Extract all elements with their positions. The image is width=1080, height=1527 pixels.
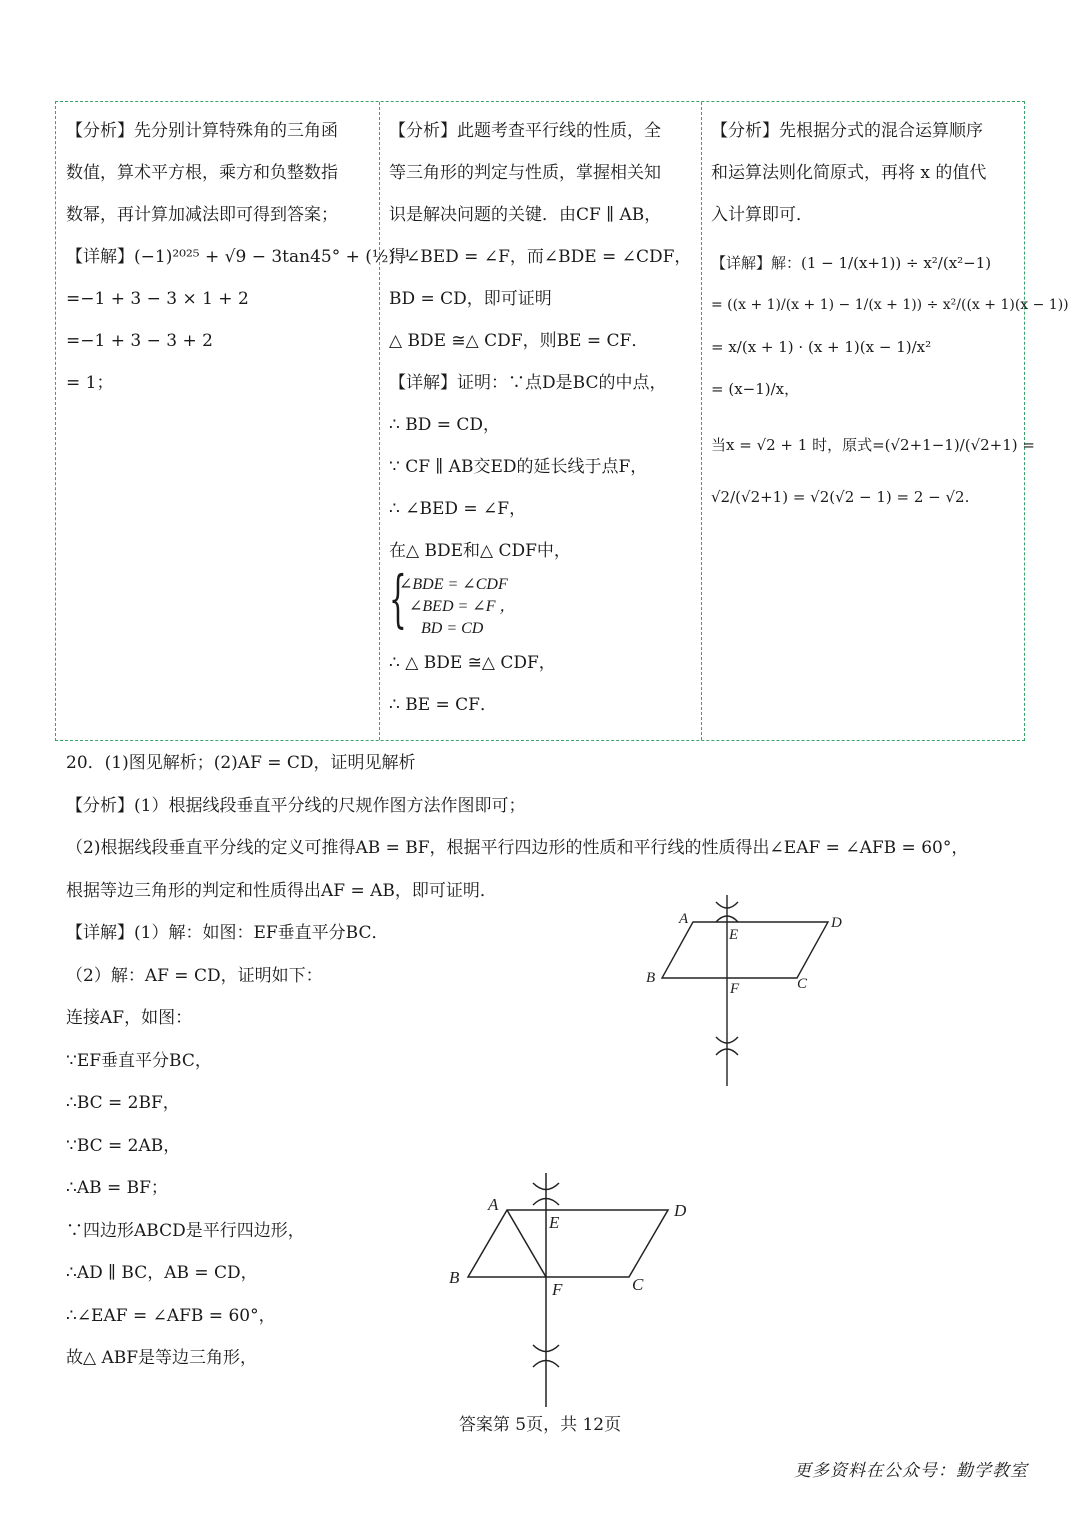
text-line: △ BDE ≅△ CDF，则BE = CF．: [389, 331, 649, 351]
parallelogram-abcd: [468, 1210, 668, 1277]
text-line: ∴ BE = CF．: [389, 695, 497, 715]
detail-line: 连接AF，如图：: [66, 1008, 193, 1028]
label-b: B: [646, 970, 656, 986]
column-divider: [701, 102, 702, 740]
text-line: ∵ CF ∥ AB交ED的延长线于点F，: [389, 457, 648, 477]
detail-line: （2）解：AF = CD，证明如下：: [66, 965, 323, 986]
system-line: BD = CD: [421, 620, 484, 637]
detail-line: ∵BC = 2AB，: [66, 1135, 181, 1156]
analysis-line: 【分析】(1）根据线段垂直平分线的尺规作图方法作图即可；: [66, 795, 526, 816]
formula-line: = ((x + 1)/(x + 1) − 1/(x + 1)) ÷ x²/((x + 1)(x − 1)): [711, 297, 1069, 313]
column-divider: [379, 102, 380, 740]
text-line: 【详解】证明：∵点D是BC的中点，: [389, 373, 667, 393]
figure-1: [640, 890, 860, 1090]
detail-line: ∵EF垂直平分BC，: [66, 1050, 212, 1071]
column-3: [711, 110, 1069, 518]
watermark: [794, 1456, 1028, 1481]
label-c: C: [632, 1275, 644, 1294]
label-d: D: [831, 915, 842, 931]
text-line: 【分析】此题考查平行线的性质，全: [389, 121, 661, 141]
text-line: 【分析】先分别计算特殊角的三角函: [66, 121, 338, 141]
text-line: BD = CD，即可证明: [389, 289, 552, 309]
detail-line: 故△ ABF是等边三角形，: [66, 1348, 258, 1368]
text-line: ∴ △ BDE ≅△ CDF，: [389, 653, 556, 673]
brace: {: [389, 562, 407, 635]
label-e: E: [729, 927, 739, 943]
column-2: [389, 110, 695, 726]
column-1: [66, 110, 411, 404]
formula-line: 当x = √2 + 1 时，原式=(√2+1−1)/(√2+1) =: [711, 436, 1035, 454]
text-line: 数值，算术平方根，乘方和负整数指: [66, 163, 338, 183]
text-line: 在△ BDE和△ CDF中，: [389, 541, 571, 561]
detail-line: ∵四边形ABCD是平行四边形，: [66, 1220, 305, 1241]
figure-2: [440, 1165, 700, 1410]
text-line: 等三角形的判定与性质，掌握相关知: [389, 163, 661, 183]
formula-line: = 1；: [66, 373, 114, 393]
formula-line: = x/(x + 1) · (x + 1)(x − 1)/x²: [711, 338, 932, 356]
label-a: A: [679, 911, 689, 927]
page-number: [0, 1410, 1080, 1435]
text-line: 数幂，再计算加减法即可得到答案；: [66, 205, 338, 225]
answer-table: [55, 101, 1069, 741]
formula-line: =−1 + 3 − 3 + 2: [66, 331, 213, 351]
formula-line: 【详解】解：(1 − 1/(x+1)) ÷ x²/(x²−1): [711, 254, 992, 272]
label-d: D: [674, 1201, 687, 1220]
detail-line: 【详解】(1）解：如图：EF垂直平分BC．: [66, 923, 389, 943]
answer-line: 20．(1)图见解析；(2)AF = CD，证明见解析: [66, 753, 416, 773]
label-b: B: [449, 1268, 460, 1287]
label-e: E: [549, 1213, 560, 1232]
parallelogram-abcd: [662, 922, 828, 978]
text-line: 【分析】先根据分式的混合运算顺序: [711, 121, 983, 141]
analysis-line: 根据等边三角形的判定和性质得出AF = AB，即可证明．: [66, 880, 497, 901]
formula-line: √2/(√2+1) = √2(√2 − 1) = 2 − √2.: [711, 488, 970, 506]
text-line: 入计算即可．: [711, 205, 813, 225]
text-line: 得∠BED = ∠F，而∠BDE = ∠CDF，: [389, 247, 692, 267]
equation-system: [389, 562, 695, 640]
text-line: 识是解决问题的关键．由CF ∥ AB，: [389, 205, 662, 225]
text-line: ∴ BD = CD，: [389, 415, 501, 435]
system-line: ∠BDE = ∠CDF: [399, 576, 508, 593]
label-a: A: [488, 1195, 499, 1214]
formula-line: =−1 + 3 − 3 × 1 + 2: [66, 289, 249, 309]
analysis-line: （2)根据线段垂直平分线的定义可推得AB = BF，根据平行四边形的性质和平行线的性质得出∠EAF = ∠AFB = 60°，: [66, 838, 969, 858]
detail-line: ∴AD ∥ BC，AB = CD，: [66, 1263, 258, 1283]
system-line: ∠BED = ∠F ，: [409, 598, 516, 615]
detail-line: ∴∠EAF = ∠AFB = 60°，: [66, 1305, 276, 1326]
text-line: 和运算法则化简原式，再将 x 的值代: [711, 163, 987, 183]
segment-af: [507, 1210, 546, 1277]
watermark-text: 更多资料在公众号：勤学教室: [794, 1461, 1028, 1481]
label-f: F: [730, 981, 740, 997]
label-c: C: [797, 976, 808, 992]
text-line: ∴ ∠BED = ∠F，: [389, 499, 527, 519]
detail-line: ∴AB = BF；: [66, 1178, 168, 1198]
detail-line: ∴BC = 2BF，: [66, 1093, 180, 1113]
label-f: F: [552, 1280, 563, 1299]
formula-line: = (x−1)/x，: [711, 380, 800, 398]
formula-line: 【详解】(−1)²⁰²⁵ + √9 − 3tan45° + (½)⁻¹: [66, 247, 411, 267]
page-number-text: 答案第 5页，共 12页: [458, 1415, 622, 1435]
